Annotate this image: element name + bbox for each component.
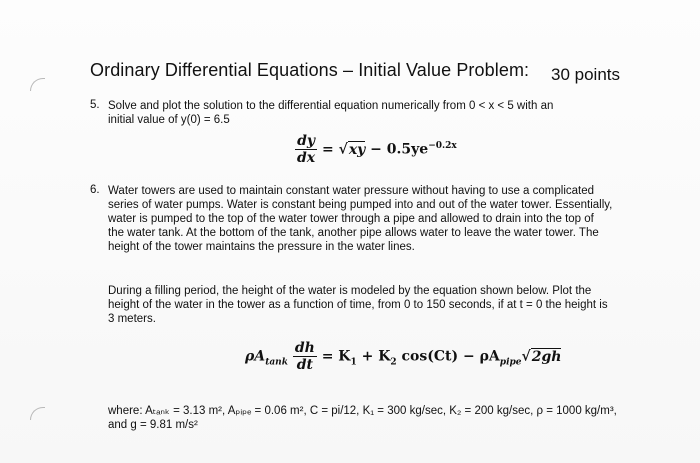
sqrt-xy: xy <box>348 141 366 158</box>
question-6-para1-line3: water is pumped to the top of the water tower through a pipe and allowed to drain into the top of <box>108 213 594 225</box>
question-6-constants-line2: and g = 9.81 m/s² <box>108 419 198 431</box>
question-5-line1: Solve and plot the solution to the differential equation numerically from 0 < x < 5 with an <box>108 100 554 112</box>
question-5-equation: $\frac{dy}{dx}$ = $√xy - 0.5ye^{-0.2x}$ <box>297 133 457 166</box>
question-6-para2-line3: 3 meters. <box>108 313 156 325</box>
points-label: 30 points <box>551 65 620 84</box>
question-6-number: 6. <box>90 184 100 196</box>
question-5-number: 5. <box>90 99 100 111</box>
binder-hole-mark <box>30 78 45 91</box>
question-6-equation: $\rho A_{tank}$ $\frac{dh}{dt}$ = $K_1 + K_2$ $\cos(Ct) - \rho A_{pipe}√2gh$ <box>245 340 562 373</box>
question-5-line2: initial value of y(0) = 6.5 <box>108 114 230 126</box>
question-6-para1-line5: height of the tower maintains the pressure in the water lines. <box>108 241 415 253</box>
dy-dx-fraction: $\frac{dy}{dx}$ <box>297 133 316 166</box>
question-6-para2-line2: height of the water in the tower as a function of time, from 0 to 150 seconds, if at t = 0 the height is <box>108 299 608 311</box>
question-6-para1-line2: series of water pumps. Water is constant being pumped into and out of the water tower. Essentially, <box>108 199 613 211</box>
binder-hole-mark <box>30 407 45 420</box>
page-title: Ordinary Differential Equations – Initial Value Problem: <box>90 60 530 80</box>
question-6-constants-line1: where: Aₜₐₙₖ = 3.13 m², Aₚᵢₚₑ = 0.06 m², C = pi/12, K₁ = 300 kg/sec, K₂ = 200 kg/sec, ρ = 1000 kg/m³, <box>108 405 617 417</box>
question-6-para1-line1: Water towers are used to maintain constant water pressure without having to use a complicated <box>108 185 595 197</box>
dh-dt-fraction: $\frac{dh}{dt}$ <box>294 340 315 373</box>
question-6-para2-line1: During a filling period, the height of the water is modeled by the equation shown below. Plot the <box>108 285 592 297</box>
question-6-para1-line4: the water tank. At the bottom of the tank, another pipe allows water to leave the water tower. The <box>108 227 599 239</box>
sqrt-2gh: 2gh <box>531 348 562 365</box>
